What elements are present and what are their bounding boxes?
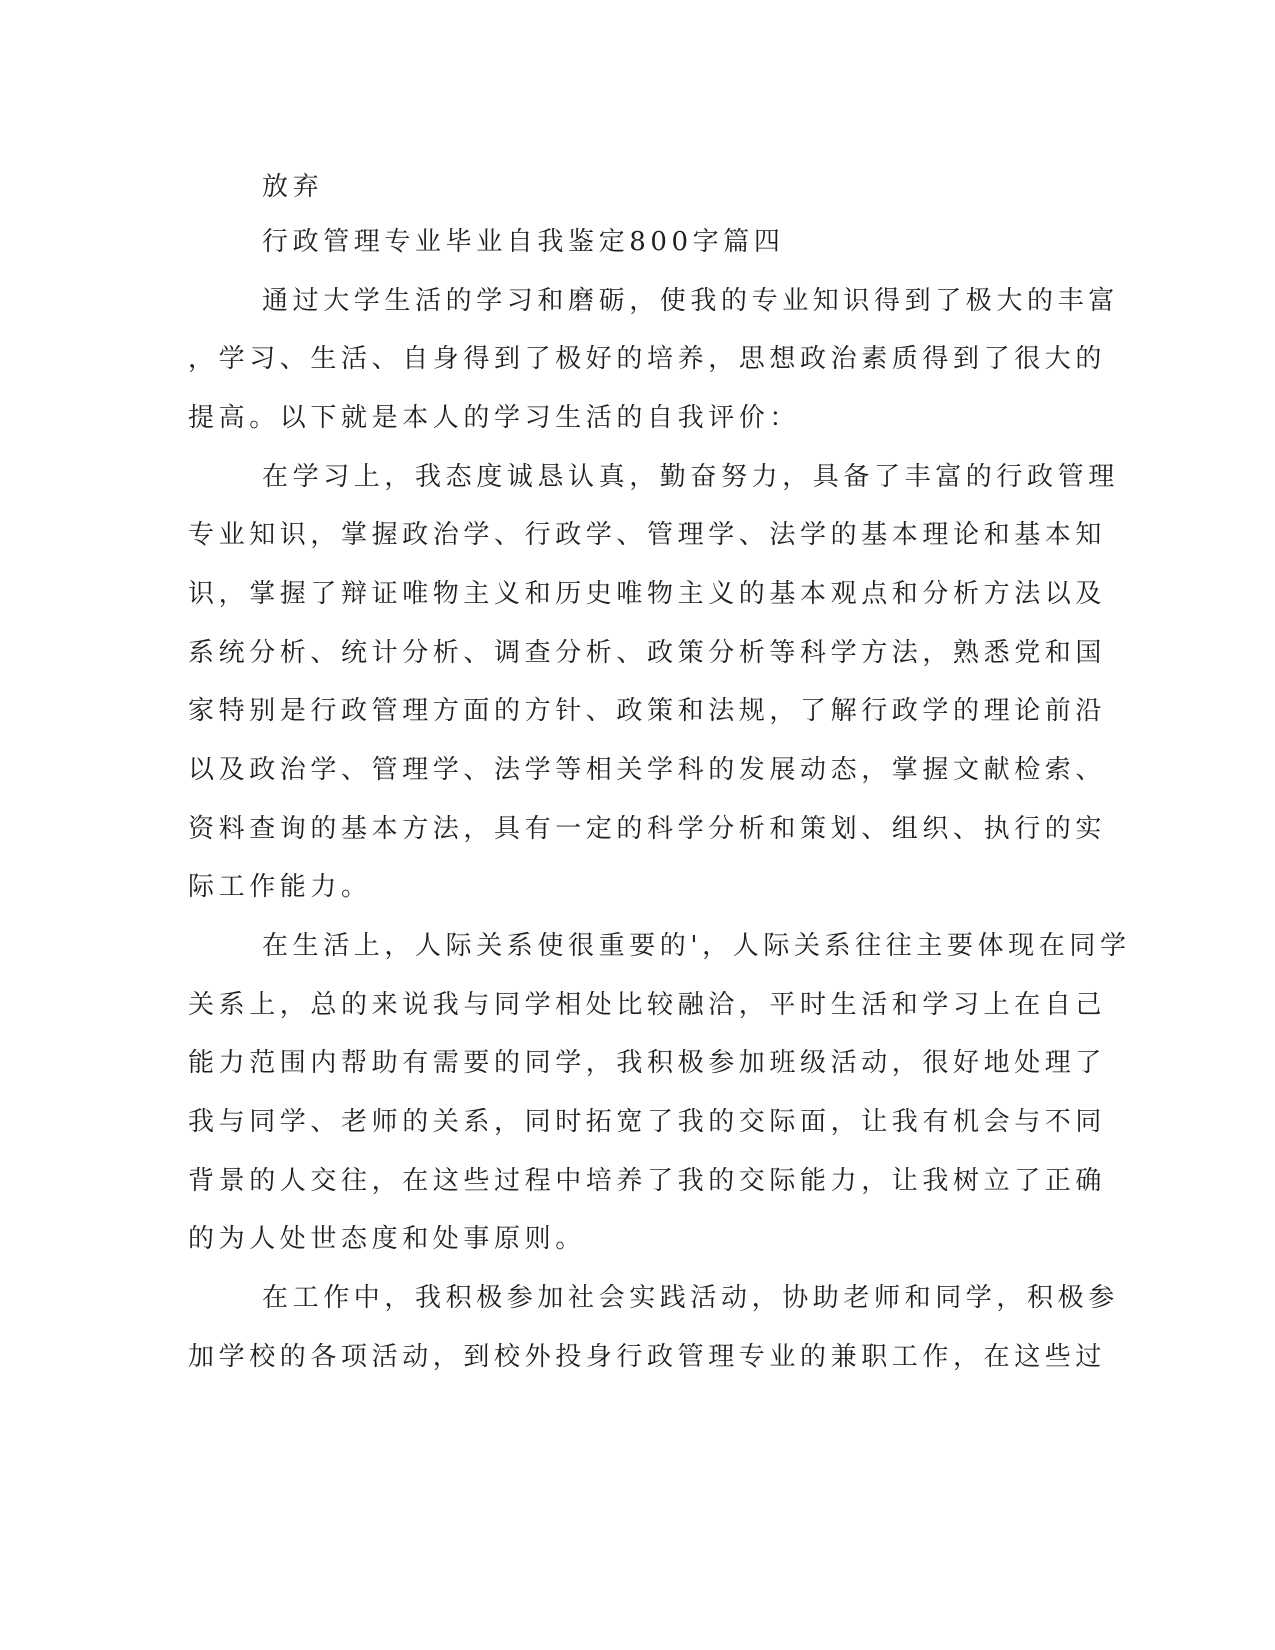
paragraph-2-line-3: 识，掌握了辩证唯物主义和历史唯物主义的基本观点和分析方法以及	[188, 579, 1107, 609]
paragraph-1-line-2: ，学习、生活、自身得到了极好的培养，思想政治素质得到了很大的	[188, 344, 1107, 374]
paragraph-2-line-8: 际工作能力。	[188, 872, 372, 902]
paragraph-2-line-6: 以及政治学、管理学、法学等相关学科的发展动态，掌握文献检索、	[188, 755, 1107, 785]
paragraph-4-line-1: 在工作中，我积极参加社会实践活动，协助老师和同学，积极参	[262, 1283, 1119, 1313]
paragraph-2-line-1: 在学习上，我态度诚恳认真，勤奋努力，具备了丰富的行政管理	[262, 462, 1119, 492]
paragraph-1-line-3: 提高。以下就是本人的学习生活的自我评价：	[188, 403, 801, 433]
paragraph-2-line-7: 资料查询的基本方法，具有一定的科学分析和策划、组织、执行的实	[188, 814, 1107, 844]
paragraph-3-line-2: 关系上，总的来说我与同学相处比较融洽，平时生活和学习上在自己	[188, 990, 1107, 1020]
paragraph-1-line-1: 通过大学生活的学习和磨砺，使我的专业知识得到了极大的丰富	[262, 286, 1119, 316]
paragraph-2-line-2: 专业知识，掌握政治学、行政学、管理学、法学的基本理论和基本知	[188, 520, 1107, 550]
paragraph-3-line-5: 背景的人交往，在这些过程中培养了我的交际能力，让我树立了正确	[188, 1166, 1107, 1196]
paragraph-4-line-2: 加学校的各项活动，到校外投身行政管理专业的兼职工作，在这些过	[188, 1342, 1107, 1372]
paragraph-3-line-1: 在生活上，人际关系使很重要的'，人际关系往往主要体现在同学	[262, 931, 1131, 961]
paragraph-2-line-5: 家特别是行政管理方面的方针、政策和法规，了解行政学的理论前沿	[188, 696, 1107, 726]
paragraph-2-line-4: 系统分析、统计分析、调查分析、政策分析等科学方法，熟悉党和国	[188, 638, 1107, 668]
heading-fangqi: 放弃	[262, 172, 324, 202]
paragraph-3-line-4: 我与同学、老师的关系，同时拓宽了我的交际面，让我有机会与不同	[188, 1107, 1107, 1137]
paragraph-3-line-3: 能力范围内帮助有需要的同学，我积极参加班级活动，很好地处理了	[188, 1048, 1107, 1078]
section-title: 行政管理专业毕业自我鉴定800字篇四	[262, 227, 785, 257]
paragraph-3-line-6: 的为人处世态度和处事原则。	[188, 1224, 586, 1254]
